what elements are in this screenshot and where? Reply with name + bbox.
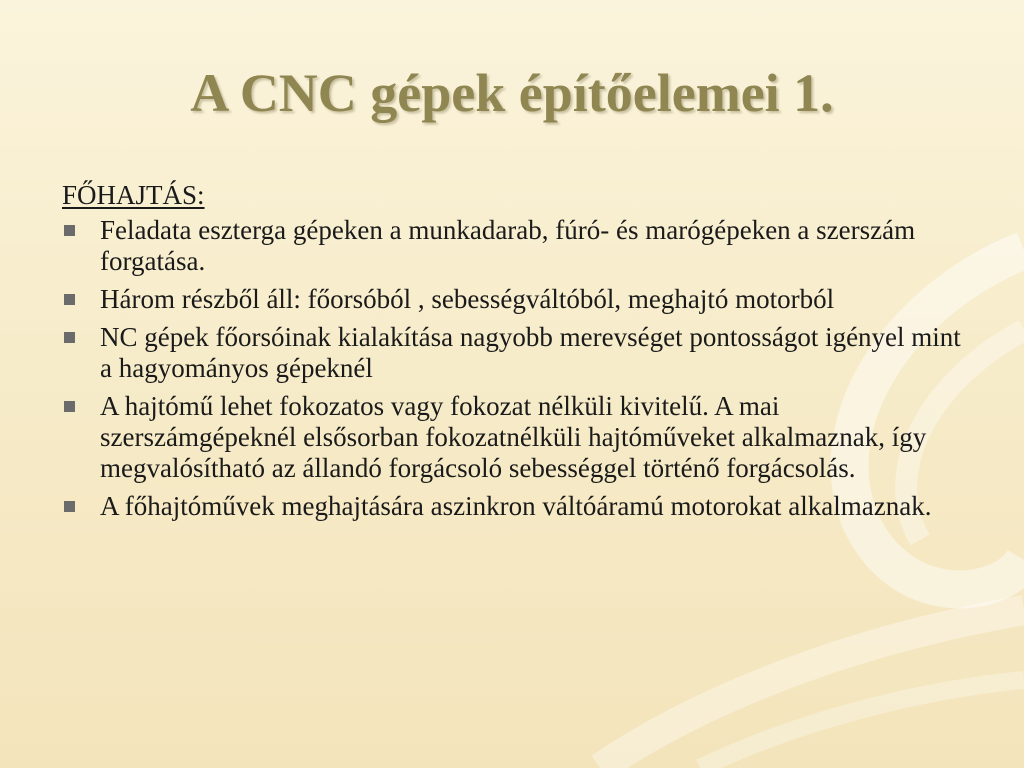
bullet-item — [62, 491, 962, 522]
slide-title: A CNC gépek építőelemei 1. — [190, 63, 834, 123]
square-bullet-icon — [64, 501, 75, 512]
square-bullet-icon — [64, 401, 75, 412]
bullet-text: A főhajtóművek meghajtására aszinkron váltóáramú motorokat alkalmaznak. — [100, 491, 932, 521]
square-bullet-icon — [64, 225, 75, 236]
square-bullet-icon — [64, 332, 75, 343]
bullet-list — [62, 215, 962, 522]
bullet-item — [62, 322, 962, 384]
bullet-text: Feladata eszterga gépeken a munkadarab, fúró- és marógépeken a szerszám forgatása. — [100, 215, 916, 276]
slide-content — [62, 180, 962, 529]
bullet-text: Három részből áll: főorsóból , sebességváltóból, meghajtó motorból — [100, 284, 835, 314]
bullet-text: A hajtómű lehet fokozatos vagy fokozat nélküli kivitelű. A mai szerszámgépeknél elsősorban fokozatnélküli hajtóműveket alkalmaznak, így megvalósítható az állandó forgácsoló sebességgel történő forgácsolás. — [100, 391, 927, 483]
bullet-item — [62, 391, 962, 484]
bullet-text: NC gépek főorsóinak kialakítása nagyobb merevséget pontosságot igényel mint a hagyományos gépeknél — [100, 322, 961, 383]
section-heading: FŐHAJTÁS: — [62, 180, 205, 210]
square-bullet-icon — [64, 294, 75, 305]
bullet-item — [62, 215, 962, 277]
bullet-item — [62, 284, 962, 315]
